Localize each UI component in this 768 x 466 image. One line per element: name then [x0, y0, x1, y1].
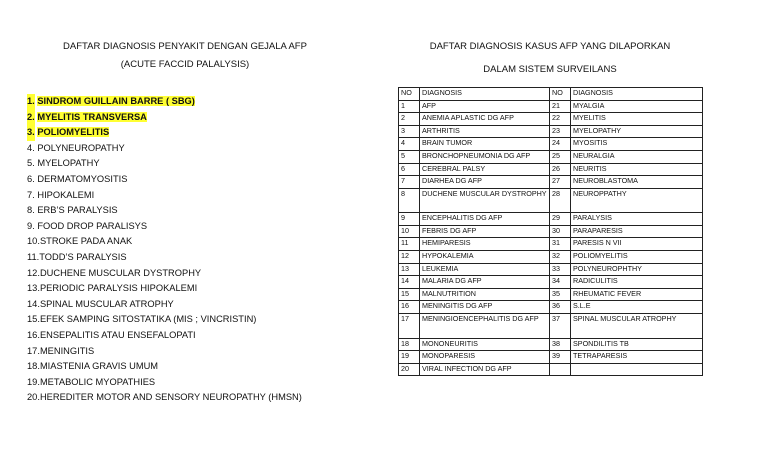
- item-number: 6.: [27, 173, 35, 184]
- table-cell: DUCHENE MUSCULAR DYSTROPHY: [420, 188, 550, 213]
- table-cell: MYELITIS: [571, 113, 703, 126]
- right-title-line2: DALAM SISTEM SURVEILANS: [483, 64, 617, 75]
- item-number: 14.: [27, 298, 40, 309]
- item-text: DERMATOMYOSITIS: [37, 173, 128, 184]
- table-header-row: [399, 88, 703, 101]
- table-cell: LEUKEMIA: [420, 263, 550, 276]
- list-item: [27, 141, 302, 157]
- item-number: 15.: [27, 314, 40, 325]
- list-item: [27, 266, 302, 282]
- table-cell: AFP: [420, 100, 550, 113]
- table-cell: 27: [550, 176, 571, 189]
- table-cell: 19: [399, 351, 420, 364]
- table-cell: 39: [550, 351, 571, 364]
- table-cell: NEURITIS: [571, 163, 703, 176]
- table-row: [399, 113, 703, 126]
- item-text: STROKE PADA ANAK: [39, 236, 133, 247]
- table-cell: 1: [399, 100, 420, 113]
- table-cell: 11: [399, 238, 420, 251]
- item-text: HIPOKALEMI: [37, 189, 95, 200]
- table-cell: [571, 363, 703, 376]
- item-text: ERB’S PARALYSIS: [37, 205, 118, 216]
- item-number: 13.: [27, 283, 40, 294]
- table-row: [399, 213, 703, 226]
- table-cell: 20: [399, 363, 420, 376]
- left-title-line1: DAFTAR DIAGNOSIS PENYAKIT DENGAN GEJALA AFP: [63, 41, 307, 52]
- list-item: [27, 188, 302, 204]
- table-row: [399, 276, 703, 289]
- table-row: [399, 288, 703, 301]
- table-cell: NEUROPPATHY: [571, 188, 703, 213]
- table-cell: MENINGITIS DG AFP: [420, 301, 550, 314]
- table-cell: NEUROBLASTOMA: [571, 176, 703, 189]
- list-item: [27, 375, 302, 391]
- item-number: 2.: [27, 110, 35, 126]
- table-row: [399, 351, 703, 364]
- table-row: [399, 188, 703, 213]
- table-cell: 17: [399, 314, 420, 339]
- table-row: [399, 150, 703, 163]
- table-cell: 37: [550, 314, 571, 339]
- table-cell: 12: [399, 251, 420, 264]
- list-item: [27, 110, 302, 126]
- item-number: 10.: [27, 236, 40, 247]
- list-item: [27, 390, 302, 406]
- item-text: PERIODIC PARALYSIS HIPOKALEMI: [39, 283, 198, 294]
- table-cell: 14: [399, 276, 420, 289]
- table-cell: 23: [550, 125, 571, 138]
- table-cell: 9: [399, 213, 420, 226]
- item-number: 4.: [27, 142, 35, 153]
- item-text: ENSEPALITIS ATAU ENSEFALOPATI: [39, 329, 196, 340]
- item-text: FOOD DROP PARALISYS: [37, 220, 148, 231]
- table-cell: 25: [550, 150, 571, 163]
- table-cell: 26: [550, 163, 571, 176]
- table-cell: MONONEURITIS: [420, 338, 550, 351]
- item-text: MYELITIS TRANSVERSA: [37, 111, 147, 122]
- table-cell: 8: [399, 188, 420, 213]
- table-cell: MALNUTRITION: [420, 288, 550, 301]
- table-cell: 22: [550, 113, 571, 126]
- table-cell: 15: [399, 288, 420, 301]
- table-row: [399, 338, 703, 351]
- table-cell: MYELOPATHY: [571, 125, 703, 138]
- table-cell: 7: [399, 176, 420, 189]
- left-title-line2: (ACUTE FACCID PALALYSIS): [120, 59, 250, 70]
- item-number: 1.: [27, 94, 35, 110]
- table-cell: RHEUMATIC FEVER: [571, 288, 703, 301]
- table-cell: VIRAL INFECTION DG AFP: [420, 363, 550, 376]
- item-text: MIASTENIA GRAVIS UMUM: [39, 361, 159, 372]
- table-cell: DIARHEA DG AFP: [420, 176, 550, 189]
- table-cell: POLYNEUROPHTHY: [571, 263, 703, 276]
- list-item: [27, 94, 302, 110]
- header-diagnosis: DIAGNOSIS: [571, 88, 703, 101]
- item-number: 11.: [27, 251, 40, 262]
- table-row: [399, 176, 703, 189]
- table-row: [399, 163, 703, 176]
- table-row: [399, 125, 703, 138]
- table-cell: 3: [399, 125, 420, 138]
- item-text: MENINGITIS: [39, 345, 95, 356]
- table-cell: MONOPARESIS: [420, 351, 550, 364]
- table-cell: MALARIA DG AFP: [420, 276, 550, 289]
- table-cell: ARTHRITIS: [420, 125, 550, 138]
- item-number: 3.: [27, 125, 35, 141]
- table-cell: 28: [550, 188, 571, 213]
- table-cell: SPINAL MUSCULAR ATROPHY: [571, 314, 703, 339]
- table-row: [399, 263, 703, 276]
- item-text: HEREDITER MOTOR AND SENSORY NEUROPATHY (HMSN): [39, 392, 302, 403]
- right-title-line1: DAFTAR DIAGNOSIS KASUS AFP YANG DILAPORKAN: [429, 41, 671, 52]
- item-text: MYELOPATHY: [37, 158, 100, 169]
- table-cell: PARALYSIS: [571, 213, 703, 226]
- table-cell: POLIOMYELITIS: [571, 251, 703, 264]
- list-item: [27, 156, 302, 172]
- table-cell: PARAPARESIS: [571, 225, 703, 238]
- table-row: [399, 238, 703, 251]
- item-text: SINDROM GUILLAIN BARRE ( SBG): [37, 96, 195, 106]
- table-row: [399, 363, 703, 376]
- table-cell: 38: [550, 338, 571, 351]
- item-number: 12.: [27, 267, 40, 278]
- list-item: [27, 203, 302, 219]
- table-cell: 5: [399, 150, 420, 163]
- table-cell: 32: [550, 251, 571, 264]
- item-text: POLIOMYELITIS: [37, 127, 110, 138]
- table-cell: FEBRIS DG AFP: [420, 225, 550, 238]
- table-row: [399, 100, 703, 113]
- table-cell: MYALGIA: [571, 100, 703, 113]
- list-item: [27, 328, 302, 344]
- table-cell: HEMIPARESIS: [420, 238, 550, 251]
- table-cell: 36: [550, 301, 571, 314]
- list-item: [27, 125, 302, 141]
- list-item: [27, 344, 302, 360]
- table-cell: 33: [550, 263, 571, 276]
- table-cell: 13: [399, 263, 420, 276]
- table-cell: 35: [550, 288, 571, 301]
- item-number: 19.: [27, 376, 40, 387]
- table-cell: ANEMIA APLASTIC DG AFP: [420, 113, 550, 126]
- item-text: METABOLIC MYOPATHIES: [39, 376, 156, 387]
- item-number: 16.: [27, 329, 40, 340]
- table-cell: 21: [550, 100, 571, 113]
- item-text: EFEK SAMPING SITOSTATIKA (MIS ; VINCRISTIN): [39, 314, 257, 325]
- list-item: [27, 172, 302, 188]
- table-cell: 16: [399, 301, 420, 314]
- table-cell: MENINGIOENCEPHALITIS DG AFP: [420, 314, 550, 339]
- item-number: 5.: [27, 158, 35, 169]
- table-row: [399, 138, 703, 151]
- table-row: [399, 314, 703, 339]
- header-no: NO: [399, 88, 420, 101]
- header-diagnosis: DIAGNOSIS: [420, 88, 550, 101]
- table-cell: ENCEPHALITIS DG AFP: [420, 213, 550, 226]
- table-cell: 30: [550, 225, 571, 238]
- item-number: 20.: [27, 392, 40, 403]
- item-number: 9.: [27, 220, 35, 231]
- item-text: POLYNEUROPATHY: [37, 142, 125, 153]
- afp-reported-diagnosis-table: [398, 87, 703, 376]
- table-cell: SPONDILITIS TB: [571, 338, 703, 351]
- table-cell: 34: [550, 276, 571, 289]
- table-cell: HYPOKALEMIA: [420, 251, 550, 264]
- table-cell: TETRAPARESIS: [571, 351, 703, 364]
- table-cell: RADICULITIS: [571, 276, 703, 289]
- item-number: 8.: [27, 205, 35, 216]
- list-item: [27, 312, 302, 328]
- list-item: [27, 297, 302, 313]
- list-item: [27, 219, 302, 235]
- item-number: 17.: [27, 345, 40, 356]
- list-item: [27, 250, 302, 266]
- item-text: TODD’S PARALYSIS: [39, 251, 127, 262]
- table-cell: 4: [399, 138, 420, 151]
- table-cell: MYOSITIS: [571, 138, 703, 151]
- table-row: [399, 225, 703, 238]
- table-row: [399, 251, 703, 264]
- table-cell: [550, 363, 571, 376]
- table-cell: BRONCHOPNEUMONIA DG AFP: [420, 150, 550, 163]
- table-row: [399, 301, 703, 314]
- item-number: 18.: [27, 361, 40, 372]
- table-cell: 29: [550, 213, 571, 226]
- table-cell: 18: [399, 338, 420, 351]
- afp-symptom-diagnosis-list: [27, 94, 302, 406]
- list-item: [27, 359, 302, 375]
- table-cell: PARESIS N VII: [571, 238, 703, 251]
- table-cell: S.L.E: [571, 301, 703, 314]
- table-cell: CEREBRAL PALSY: [420, 163, 550, 176]
- table-cell: 31: [550, 238, 571, 251]
- table-cell: NEURALGIA: [571, 150, 703, 163]
- list-item: [27, 281, 302, 297]
- header-no: NO: [550, 88, 571, 101]
- table-cell: 6: [399, 163, 420, 176]
- item-text: DUCHENE MUSCULAR DYSTROPHY: [39, 267, 202, 278]
- item-number: 7.: [27, 189, 35, 200]
- item-text: SPINAL MUSCULAR ATROPHY: [39, 298, 174, 309]
- list-item: [27, 234, 302, 250]
- table-cell: BRAIN TUMOR: [420, 138, 550, 151]
- table-cell: 10: [399, 225, 420, 238]
- table-cell: 2: [399, 113, 420, 126]
- table-cell: 24: [550, 138, 571, 151]
